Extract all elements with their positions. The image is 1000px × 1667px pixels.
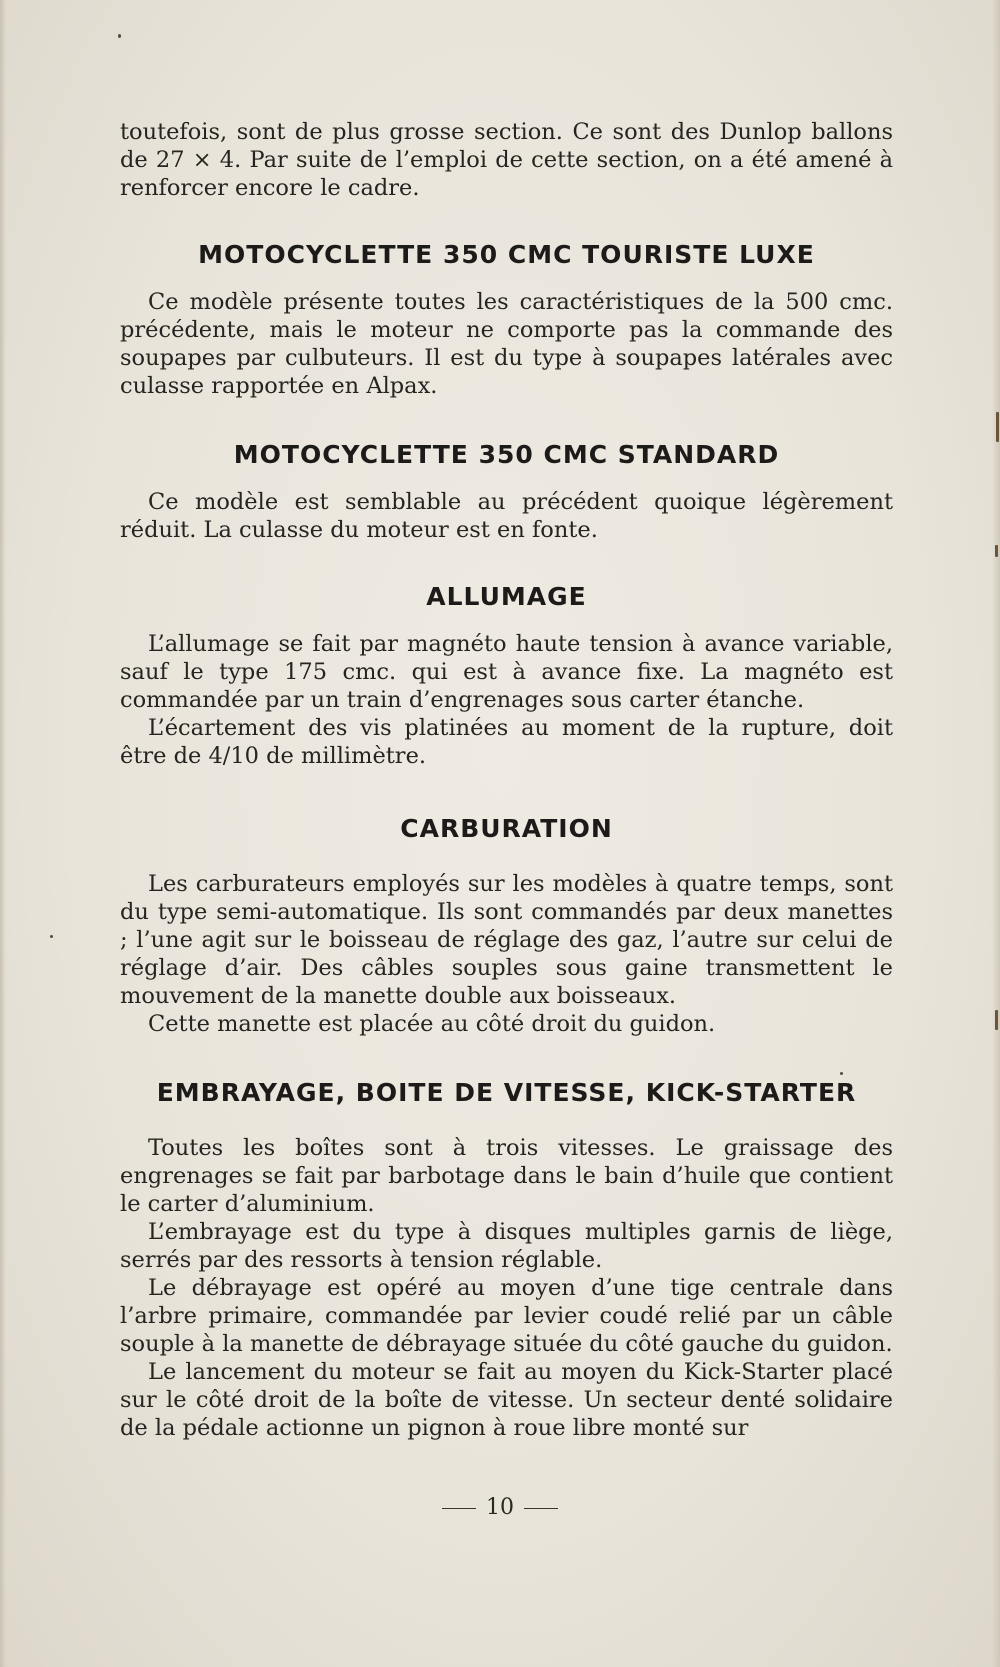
- section-paragraph: Toutes les boîtes sont à trois vitesses. Le graissage des engrenages se fait par barbotage dans le bain d’huile que contient le carter d’aluminium.: [120, 1135, 893, 1217]
- page-edge-left: [0, 0, 6, 1667]
- section-standard: [120, 440, 893, 544]
- paper-speck: [995, 1010, 998, 1030]
- section-embrayage: [120, 1078, 893, 1442]
- section-paragraph: Ce modèle présente toutes les caractéristiques de la 500 cmc. précédente, mais le moteur ne comporte pas la commande des soupapes par culbuteurs. Il est du type à soupapes latérales avec culasse rapportée en Alpax.: [120, 289, 893, 399]
- section-heading: ALLUMAGE: [426, 582, 587, 611]
- section-paragraph: Le débrayage est opéré au moyen d’une tige centrale dans l’arbre primaire, commandée par levier coudé relié par un câble souple à la manette de débrayage située du côté gauche du guidon.: [120, 1275, 893, 1357]
- section-paragraph: L’allumage se fait par magnéto haute tension à avance variable, sauf le type 175 cmc. qui est à avance fixe. La magnéto est commandée par un train d’engrenages sous carter étanche.: [120, 631, 893, 713]
- page-content: [120, 118, 893, 1442]
- paper-speck: [995, 545, 998, 557]
- section-touriste-luxe: [120, 240, 893, 400]
- intro-paragraph: toutefois, sont de plus grosse section. Ce sont des Dunlop ballons de 27 × 4. Par suite de l’emploi de cette section, on a été amené à renforcer encore le cadre.: [120, 119, 893, 201]
- section-paragraph: Ce modèle est semblable au précédent quoique légèrement réduit. La culasse du moteur est en fonte.: [120, 489, 893, 543]
- paper-speck: [118, 34, 121, 38]
- paper-speck: [996, 412, 999, 442]
- section-allumage: [120, 582, 893, 770]
- section-heading: MOTOCYCLETTE 350 CMC STANDARD: [233, 440, 780, 469]
- section-paragraph: L’embrayage est du type à disques multiples garnis de liège, serrés par des ressorts à tension réglable.: [120, 1219, 893, 1273]
- section-carburation: [120, 814, 893, 1038]
- folio-dash-right: [524, 1508, 558, 1509]
- section-heading: CARBURATION: [400, 814, 613, 843]
- section-paragraph: Les carburateurs employés sur les modèles à quatre temps, sont du type semi-automatique. Ils sont commandés par deux manettes ; l’une agit sur le boisseau de réglage des gaz, l’autre sur celui de réglage d’air. Des câbles souples sous gaine transmettent le mouvement de la manette double aux boisseaux.: [120, 871, 893, 1009]
- page-edge-right: [992, 0, 1000, 1667]
- page-number: 10: [486, 1495, 514, 1520]
- section-paragraph: L’écartement des vis platinées au moment de la rupture, doit être de 4/10 de millimètre.: [120, 715, 893, 769]
- section-heading: EMBRAYAGE, BOITE DE VITESSE, KICK-STARTER: [156, 1078, 857, 1107]
- section-paragraph: Le lancement du moteur se fait au moyen du Kick-Starter placé sur le côté droit de la boîte de vitesse. Un secteur denté solidaire de la pédale actionne un pignon à roue libre monté sur: [120, 1359, 893, 1441]
- section-paragraph: Cette manette est placée au côté droit du guidon.: [148, 1011, 716, 1037]
- folio-dash-left: [442, 1508, 476, 1509]
- paper-speck: [50, 935, 53, 938]
- section-heading: MOTOCYCLETTE 350 CMC TOURISTE LUXE: [198, 240, 815, 269]
- paper-speck: [840, 1072, 843, 1075]
- page-number-footer: [0, 1495, 1000, 1520]
